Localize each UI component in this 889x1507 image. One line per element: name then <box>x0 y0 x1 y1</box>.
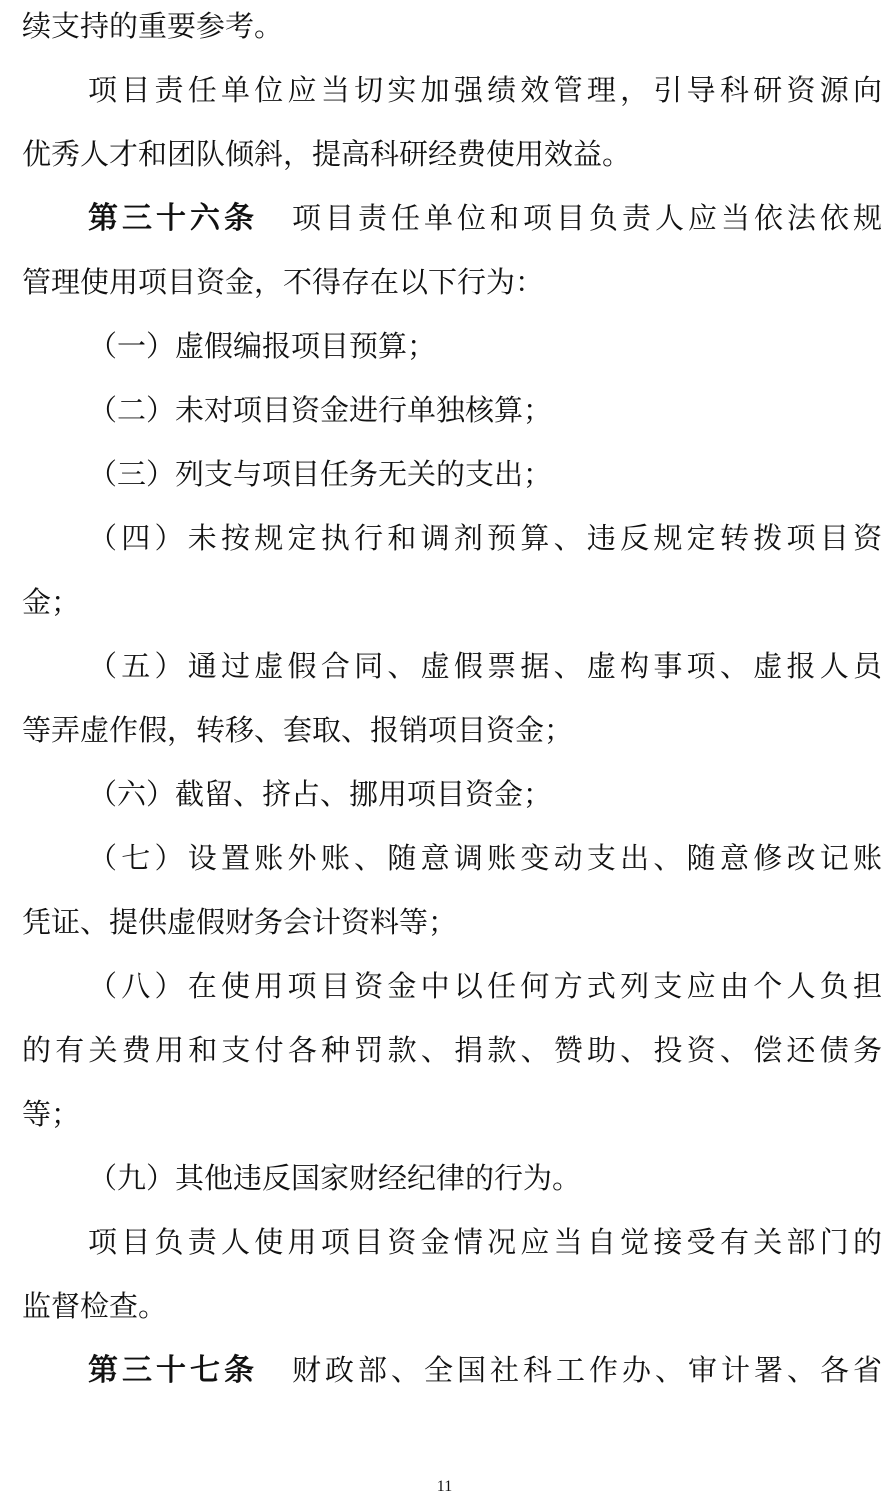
list-item-7-line-2: 凭证、提供虚假财务会计资料等； <box>22 905 458 939</box>
list-item-2: （二）未对项目资金进行单独核算； <box>88 393 553 427</box>
paragraph-supervision-line-1: 项目负责人使用项目资金情况应当自觉接受有关部门的 <box>88 1225 882 1259</box>
article-37-text: 财政部、全国社科工作办、审计署、各省 <box>292 1353 882 1387</box>
list-item-4-line-1: （四）未按规定执行和调剂预算、违反规定转拨项目资 <box>88 521 882 555</box>
article-36-heading: 第三十六条 <box>88 201 258 236</box>
paragraph-supervision-line-2: 监督检查。 <box>22 1289 168 1323</box>
list-item-6: （六）截留、挤占、挪用项目资金； <box>88 777 553 811</box>
article-37-heading: 第三十七条 <box>88 1353 258 1388</box>
article-36-line-2: 管理使用项目资金，不得存在以下行为： <box>22 265 545 299</box>
list-item-5-line-1: （五）通过虚假合同、虚假票据、虚构事项、虚报人员 <box>88 649 882 683</box>
list-item-5-line-2: 等弄虚作假，转移、套取、报销项目资金； <box>22 713 574 747</box>
list-item-8-line-3: 等； <box>22 1097 81 1131</box>
list-item-7-line-1: （七）设置账外账、随意调账变动支出、随意修改记账 <box>88 841 882 875</box>
article-36-text: 项目责任单位和项目负责人应当依法依规 <box>292 201 882 235</box>
paragraph-performance-line-1: 项目责任单位应当切实加强绩效管理，引导科研资源向 <box>88 73 882 107</box>
paragraph-performance-line-2: 优秀人才和团队倾斜，提高科研经费使用效益。 <box>22 137 632 171</box>
list-item-3: （三）列支与项目任务无关的支出； <box>88 457 553 491</box>
page-number: 11 <box>436 1478 453 1495</box>
paragraph-continuation-line: 续支持的重要参考。 <box>22 9 284 43</box>
list-item-8-line-2: 的有关费用和支付各种罚款、捐款、赞助、投资、偿还债务 <box>22 1033 882 1067</box>
list-item-1: （一）虚假编报项目预算； <box>88 329 437 363</box>
list-item-8-line-1: （八）在使用项目资金中以任何方式列支应由个人负担 <box>88 969 882 1003</box>
list-item-9: （九）其他违反国家财经纪律的行为。 <box>88 1161 582 1195</box>
article-37-line-1 <box>88 1350 882 1416</box>
list-item-4-line-2: 金； <box>22 585 81 619</box>
article-36-line-1 <box>88 198 882 264</box>
